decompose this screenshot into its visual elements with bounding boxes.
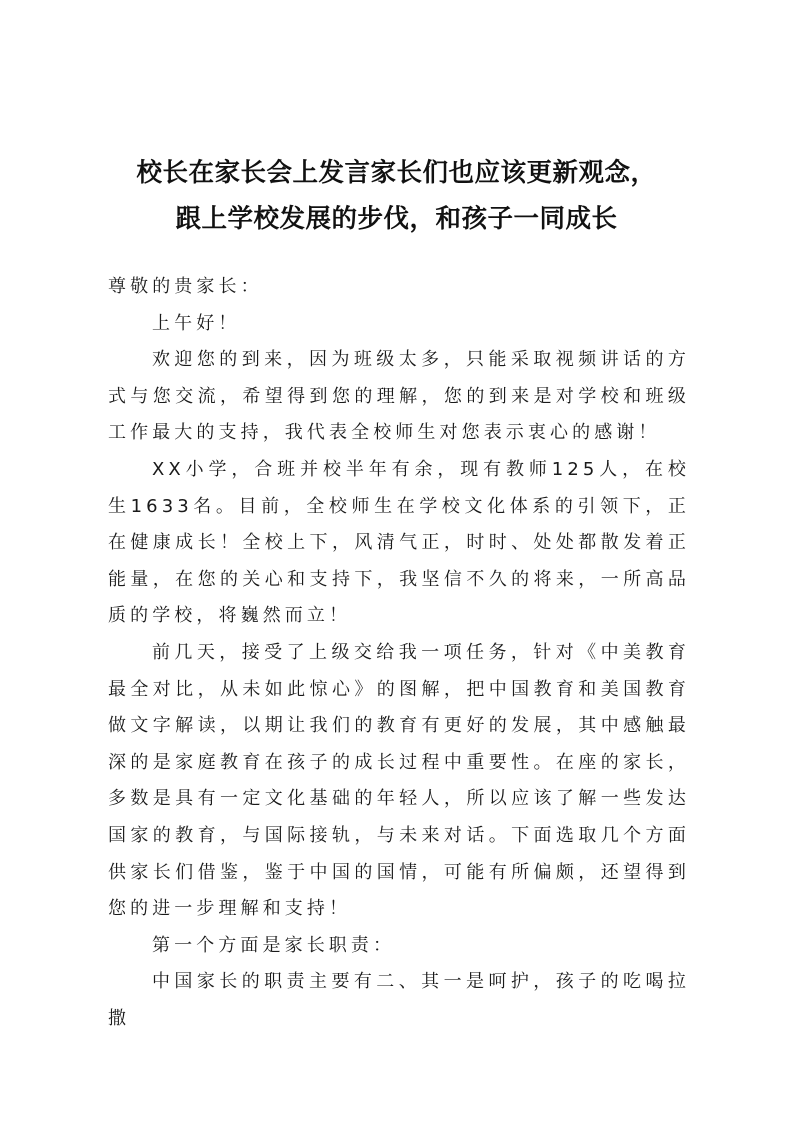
- paragraph-greeting: 上午好！: [152, 312, 241, 334]
- paragraph-welcome: 欢迎您的到来，因为班级太多，只能采取视频讲话的方式与您交流，希望得到您的理解，您的到来是对学校和班级工作最大的支持，我代表全校师生对您表示衷心的感谢！: [108, 349, 690, 444]
- salutation: 尊敬的贵家长：: [108, 276, 263, 297]
- paragraph-task: 前几天，接受了上级交给我一项任务，针对《中美教育最全对比，从未如此惊心》的图解，把中国教育和美国教育做文字解读，以期让我们的教育有更好的发展，其中感触最深的是家庭教育在孩子的成长过程中重要性。在座的家长，多数是具有一定文化基础的年轻人，所以应该了解一些发达国家的教育，与国际接轨，与未来对话。下面选取几个方面供家长们借鉴，鉴于中国的国情，可能有所偏颇，还望得到您的进一步理解和支持！: [108, 641, 690, 920]
- document-title: [100, 150, 693, 242]
- paragraph-section-heading: 第一个方面是家长职责：: [152, 934, 396, 956]
- title-line-2: 跟上学校发展的步伐，和孩子一同成长: [175, 204, 618, 234]
- paragraph-school-intro: XX小学，合班并校半年有余，现有教师125人，在校生1633名。目前，全校师生在学校文化体系的引领下，正在健康成长！全校上下，风清气正，时时、处处都散发着正能量，在您的关心和支持下，我坚信不久的将来，一所高品质的学校，将巍然而立！: [108, 458, 690, 627]
- document-body: [108, 269, 690, 1037]
- title-line-1: 校长在家长会上发言家长们也应该更新观念，: [136, 158, 657, 188]
- paragraph-parent-duties: 中国家长的职责主要有二、其一是呵护，孩子的吃喝拉撒: [108, 971, 690, 1029]
